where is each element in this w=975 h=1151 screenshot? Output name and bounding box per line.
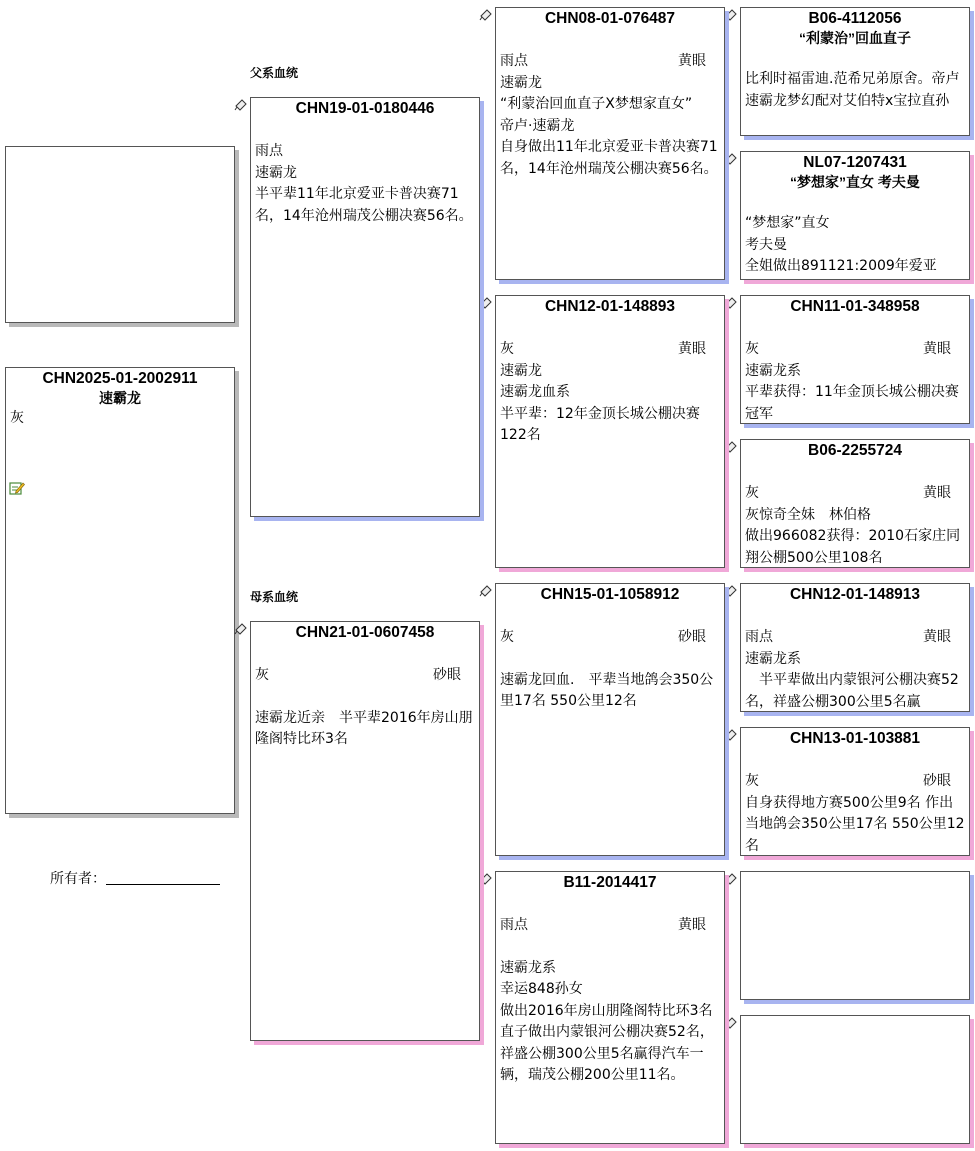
pin-icon[interactable] [479,583,493,597]
sss-title: “利蒙治”回血直子 [799,30,911,46]
dam-note: 速霸龙近亲 半平辈2016年房山朋隆阁特比环3名 [255,709,473,747]
sd-ring-number: CHN12-01-148893 [544,298,676,315]
sd-color: 灰 [500,341,514,357]
sds-color: 灰 [745,341,759,357]
sd-line1: 速霸龙 [500,362,542,379]
sdd-line2: 做出966082获得：2010石家庄同翔公棚500公里108名 [745,528,961,566]
owner-field[interactable] [50,868,220,888]
dam-sire-card[interactable] [495,583,725,856]
sds-card[interactable] [740,295,970,424]
sire-strain: 速霸龙 [255,164,297,181]
pin-icon[interactable] [724,439,738,453]
pin-icon[interactable] [724,151,738,165]
pin-icon[interactable] [234,97,248,111]
pin-icon[interactable] [724,1015,738,1029]
edit-note-icon[interactable] [9,480,25,496]
dsd-ring-number: CHN13-01-103881 [789,730,921,747]
ssd-ring-number: NL07-1207431 [803,154,907,171]
ss-line2: “利蒙治回血直子X梦想家直女” [500,96,693,112]
ssd-title: “梦想家”直女 考夫曼 [790,174,920,190]
ss-line3: 帝卢·速霸龙 [500,117,575,134]
sdd-line1: 灰惊奇全妹 林伯格 [745,506,871,523]
sss-note: 比利时福雷迪.范希兄弟原舍。帝卢速霸龙梦幻配对艾伯特x宝拉直孙 [745,71,960,109]
dam-card[interactable] [250,621,480,1041]
sdd-ring-number: B06-2255724 [808,442,902,459]
dd-ring-number: B11-2014417 [563,874,657,891]
subject-ring-number: CHN2025-01-2002911 [42,370,198,387]
sire-dam-card[interactable] [495,295,725,568]
photo-box[interactable] [5,146,235,323]
dsd-card[interactable] [740,727,970,856]
sdd-card[interactable] [740,439,970,568]
dd-color: 雨点 [500,917,528,933]
owner-label: 所有者： [50,871,106,887]
sire-ring-number: CHN19-01-0180446 [295,100,435,117]
sd-line3: 半平辈：12年金顶长城公棚决赛122名 [500,405,700,443]
sire-color: 雨点 [255,143,283,159]
dds-card-empty[interactable] [740,871,970,1000]
ds-color: 灰 [500,629,514,645]
sdd-eye: 黄眼 [923,485,951,501]
sd-eye: 黄眼 [678,341,706,357]
ssd-line2: 考夫曼 [745,236,787,253]
sire-sire-card[interactable] [495,7,725,280]
subject-card[interactable] [5,367,235,814]
ss-line4: 自身做出11年北京爱亚卡普决赛71名，14年沧州瑞茂公棚决赛56名。 [500,139,718,177]
pin-icon[interactable] [724,295,738,309]
dss-color: 雨点 [745,629,773,645]
dss-line2: 半平辈做出内蒙银河公棚决赛52名，祥盛公棚300公里5名赢 [745,672,959,710]
pin-icon[interactable] [724,583,738,597]
sds-ring-number: CHN11-01-348958 [790,298,920,315]
pin-icon[interactable] [724,727,738,741]
dd-line3: 做出2016年房山朋隆阁特比环3名 [500,1002,713,1019]
dam-ring-number: CHN21-01-0607458 [295,624,435,641]
dam-color: 灰 [255,667,269,683]
subject-title: 速霸龙 [99,390,141,406]
dd-line2: 幸运848孙女 [500,981,583,997]
dam-line-label: 母系血统 [250,590,299,604]
ds-eye: 砂眼 [678,629,706,645]
ss-color: 雨点 [500,53,528,69]
dd-eye: 黄眼 [678,917,706,933]
sss-card[interactable] [740,7,970,136]
dam-eye: 砂眼 [433,667,461,683]
dd-line1: 速霸龙系 [500,959,556,976]
ss-line1: 速霸龙 [500,74,542,91]
sd-line2: 速霸龙血系 [500,384,570,400]
dsd-eye: 砂眼 [923,773,951,789]
owner-input-line[interactable] [106,868,220,885]
ssd-line3: 全姐做出891121:2009年爱亚 [745,258,937,274]
dss-ring-number: CHN12-01-148913 [789,586,921,603]
dam-dam-card[interactable] [495,871,725,1144]
ssd-line1: “梦想家”直女 [745,215,830,231]
subject-color: 灰 [10,410,24,426]
ds-ring-number: CHN15-01-1058912 [540,586,680,603]
dsd-color: 灰 [745,773,759,789]
sire-note: 半平辈11年北京爱亚卡普决赛71名，14年沧州瑞茂公棚决赛56名。 [255,186,473,224]
ds-line1: 速霸龙回血. 平辈当地鸽会350公里17名 550公里12名 [500,671,714,709]
sds-line1: 速霸龙系 [745,362,801,379]
dss-card[interactable] [740,583,970,712]
pin-icon[interactable] [479,7,493,21]
ss-ring-number: CHN08-01-076487 [544,10,676,27]
dsd-line1: 自身获得地方赛500公里9名 作出当地鸽会350公里17名 550公里12名 [745,794,965,854]
dd-line4: 直子做出内蒙银河公棚决赛52名，祥盛公棚300公里5名赢得汽车一辆，瑞茂公棚200公里11名。 [500,1024,714,1083]
ssd-card[interactable] [740,151,970,280]
sss-ring-number: B06-4112056 [808,10,902,27]
pin-icon[interactable] [724,7,738,21]
dss-eye: 黄眼 [923,629,951,645]
pin-icon[interactable] [234,621,248,635]
sire-line-label: 父系血统 [250,66,299,80]
pin-icon[interactable] [724,871,738,885]
pin-icon[interactable] [479,295,493,309]
ss-eye: 黄眼 [678,53,706,69]
sdd-color: 灰 [745,485,759,501]
pin-icon[interactable] [479,871,493,885]
sds-line2: 平辈获得：11年金顶长城公棚决赛冠军 [745,384,959,422]
sire-card[interactable] [250,97,480,517]
ddd-card-empty[interactable] [740,1015,970,1144]
sds-eye: 黄眼 [923,341,951,357]
dss-line1: 速霸龙系 [745,650,801,667]
